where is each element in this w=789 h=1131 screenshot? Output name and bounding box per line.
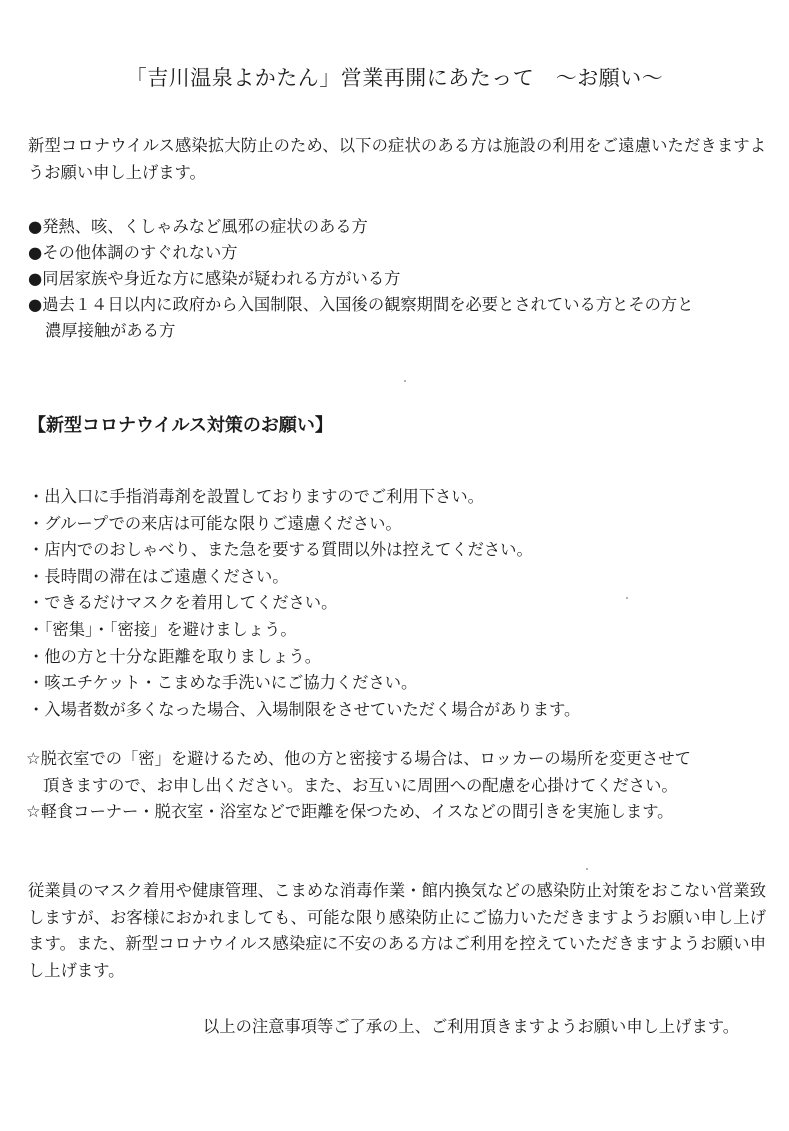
section-heading: 【新型コロナウイルス対策のお願い】 <box>28 415 333 436</box>
scan-speck <box>586 868 588 870</box>
rule-item: ・店内でのおしゃべり、また急を要する質問以外は控えてください。 <box>28 540 533 560</box>
note-text: ☆軽食コーナー・脱衣室・浴室などで距離を保つため、イスなどの間引きを実施します。 <box>26 802 674 821</box>
intro-paragraph: 新型コロナウイルス感染拡大防止のため、以下の症状のある方は施設の利用をご遠慮いただきますようお願い申し上げます。 <box>28 136 766 182</box>
scan-speck <box>626 597 628 599</box>
rule-item: ・グループでの来店は可能な限りご遠慮ください。 <box>28 513 402 533</box>
rule-item: ・他の方と十分な距離を取りましょう。 <box>28 646 322 666</box>
rule-item: ・入場者数が多くなった場合、入場制限をさせていただく場合があります。 <box>28 699 581 719</box>
note-text: ☆脱衣室での「密」を避けるため、他の方と密接する場合は、ロッカーの場所を変更させて <box>26 749 691 768</box>
rules-list <box>28 484 768 723</box>
note-item <box>26 799 766 826</box>
rule-item: ・できるだけマスクを着用してください。 <box>28 593 338 613</box>
closing-paragraph: 従業員のマスク着用や健康管理、こまめな消毒作業・館内換気などの感染防止対策をおこない営業致しますが、お客様におかれましても、可能な限り感染防止にご協力いただきますようお願い申し上げます。また、新型コロナウイルス感染症に不安のある方はご利用を控えていただきますようお願い申し上げます。 <box>28 881 766 980</box>
rule-item: ・「密集」・「密接」を避けましょう。 <box>28 619 297 639</box>
symptom-text-continued: 濃厚接触がある方 <box>45 321 176 340</box>
symptom-item <box>28 214 768 240</box>
symptom-item <box>28 240 768 266</box>
note-item <box>26 746 766 799</box>
symptom-text: ●過去１４日以内に政府から入国制限、入国後の観察期間を必要とされている方とその方と <box>28 295 694 314</box>
symptom-list <box>28 214 768 344</box>
symptom-item <box>28 266 768 292</box>
symptom-text: ●同居家族や身近な方に感染が疑われる方がいる方 <box>28 269 401 288</box>
rule-item: ・咳エチケット・こまめな手洗いにご協力ください。 <box>28 673 418 693</box>
page-title: 「吉川温泉よかたん」営業再開にあたって ～お願い～ <box>125 66 664 90</box>
note-text-continued: 頂きますので、お申し出ください。また、お互いに周囲への配慮を心掛けてください。 <box>43 775 678 795</box>
rule-item: ・出入口に手指消毒剤を設置しておりますのでご利用下さい。 <box>28 487 484 506</box>
symptom-item <box>28 292 768 344</box>
symptom-text: ●その他体調のすぐれない方 <box>28 243 238 262</box>
notes-list <box>26 746 766 826</box>
rule-item: ・長時間の滞在はご遠慮ください。 <box>28 566 289 586</box>
symptom-text: ●発熱、咳、くしゃみなど風邪の症状のある方 <box>28 217 368 236</box>
final-statement: 以上の注意事項等ご了承の上、ご利用頂きますようお願い申し上げます。 <box>203 1017 739 1036</box>
scan-speck <box>404 380 406 382</box>
